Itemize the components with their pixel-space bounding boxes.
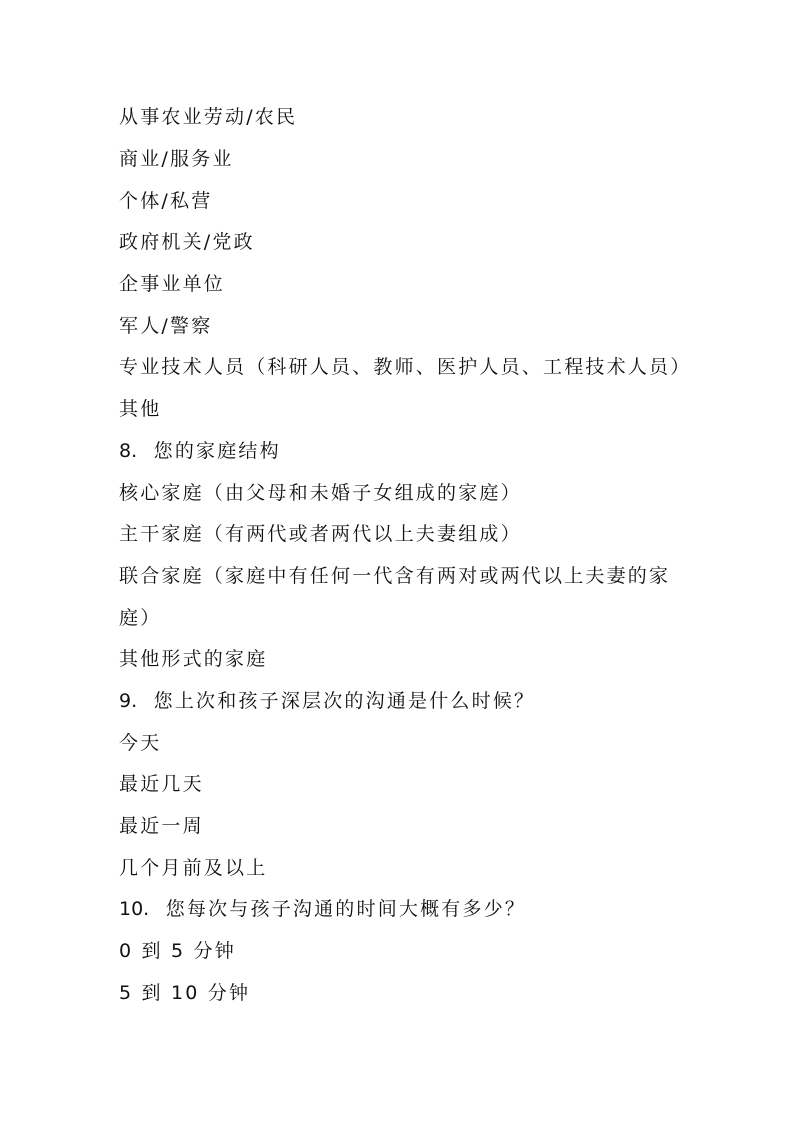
option-occupation-other: 其他 xyxy=(119,398,162,420)
question-number: 8. xyxy=(119,440,138,462)
option-communication-today: 今天 xyxy=(119,732,162,754)
option-occupation-private: 个体/私营 xyxy=(119,190,213,212)
question-number: 10. xyxy=(119,898,150,920)
question-text: 您的家庭结构 xyxy=(153,440,281,462)
option-duration-5-10: 5 到 10 分钟 xyxy=(119,982,251,1004)
option-communication-recent-week: 最近一周 xyxy=(119,815,204,837)
question-text: 您每次与孩子沟通的时间大概有多少？ xyxy=(165,898,527,920)
option-occupation-military-police: 军人/警察 xyxy=(119,315,213,337)
option-family-stem: 主干家庭（有两代或者两代以上夫妻组成） xyxy=(119,523,522,545)
option-communication-months-ago: 几个月前及以上 xyxy=(119,857,268,879)
option-family-joint: 联合家庭（家庭中有任何一代含有两对或两代以上夫妻的家 xyxy=(119,565,671,587)
option-occupation-enterprise: 企事业单位 xyxy=(119,273,226,295)
option-occupation-professional: 专业技术人员（科研人员、教师、医护人员、工程技术人员） xyxy=(119,356,692,378)
option-occupation-government: 政府机关/党政 xyxy=(119,231,255,253)
question-10-heading xyxy=(119,897,526,921)
question-9-heading xyxy=(119,689,535,713)
question-text: 您上次和孩子深层次的沟通是什么时候？ xyxy=(153,690,536,712)
option-family-other: 其他形式的家庭 xyxy=(119,648,268,670)
option-family-nuclear: 核心家庭（由父母和未婚子女组成的家庭） xyxy=(119,482,522,504)
option-occupation-farmer: 从事农业劳动/农民 xyxy=(119,106,298,128)
option-communication-recent-days: 最近几天 xyxy=(119,773,204,795)
question-8-heading xyxy=(119,439,281,463)
question-number: 9. xyxy=(119,690,138,712)
option-duration-0-5: 0 到 5 分钟 xyxy=(119,940,236,962)
option-occupation-commerce: 商业/服务业 xyxy=(119,148,234,170)
option-family-joint-continued: 庭） xyxy=(119,607,162,629)
